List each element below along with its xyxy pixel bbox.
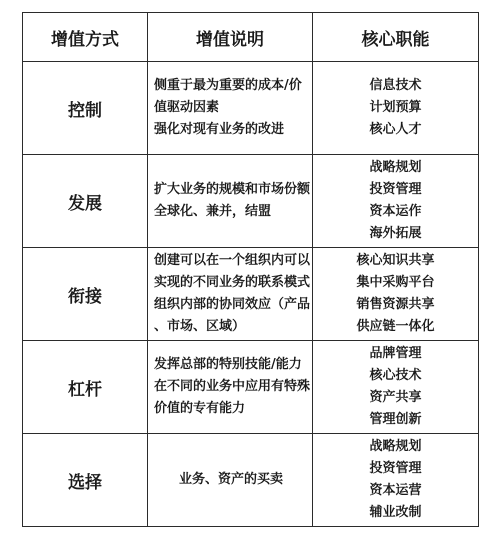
function-item: 核心人才 — [369, 122, 422, 137]
description-line: 扩大业务的规模和市场份额 — [154, 182, 311, 197]
function-item: 海外拓展 — [369, 226, 422, 241]
functions-cell — [313, 155, 479, 248]
method-cell: 衔接 — [23, 248, 148, 341]
header-method: 增值方式 — [23, 13, 148, 62]
function-item: 资本运作 — [369, 204, 422, 219]
function-item: 集中采购平台 — [356, 275, 435, 290]
functions-cell — [313, 341, 479, 434]
function-item: 信息技术 — [369, 78, 422, 93]
method-cell: 发展 — [23, 155, 148, 248]
description-line: 、市场、区域） — [154, 319, 246, 334]
description-line: 在不同的业务中应用有特殊 — [154, 379, 311, 394]
function-item: 管理创新 — [369, 412, 422, 427]
description-line: 价值的专有能力 — [154, 401, 246, 416]
value-creation-table — [22, 12, 479, 527]
function-item: 战略规划 — [369, 439, 422, 454]
method-cell: 杠杆 — [23, 341, 148, 434]
description-line: 实现的不同业务的联系模式 — [154, 275, 311, 290]
description-line: 值驱动因素 — [154, 100, 220, 115]
header-functions: 核心职能 — [313, 13, 479, 62]
table-row — [23, 155, 479, 248]
description-line: 发挥总部的特别技能/能力 — [154, 357, 302, 372]
function-item: 品牌管理 — [369, 346, 422, 361]
description-line: 业务、资产的买卖 — [178, 472, 283, 487]
function-item: 资产共享 — [369, 390, 422, 405]
function-item: 核心技术 — [369, 368, 422, 383]
functions-cell — [313, 62, 479, 155]
method-cell: 选择 — [23, 434, 148, 527]
function-item: 投资管理 — [369, 461, 422, 476]
function-item: 核心知识共享 — [356, 253, 435, 268]
function-item: 辅业改制 — [369, 505, 422, 520]
description-line: 侧重于最为重要的成本/价 — [154, 78, 302, 93]
table-row — [23, 62, 479, 155]
description-line: 强化对现有业务的改进 — [154, 122, 285, 137]
functions-cell — [313, 434, 479, 527]
description-line: 创建可以在一个组织内可以 — [154, 253, 311, 268]
function-item: 战略规划 — [369, 160, 422, 175]
functions-cell — [313, 248, 479, 341]
function-item: 资本运营 — [369, 483, 422, 498]
description-cell — [148, 248, 313, 341]
table-row — [23, 341, 479, 434]
header-description: 增值说明 — [148, 13, 313, 62]
description-cell — [148, 341, 313, 434]
method-cell: 控制 — [23, 62, 148, 155]
table-row — [23, 248, 479, 341]
function-item: 投资管理 — [369, 182, 422, 197]
description-line: 组织内部的协同效应（产品 — [154, 297, 311, 312]
function-item: 供应链一体化 — [356, 319, 435, 334]
description-cell — [148, 434, 313, 527]
table-header-row — [23, 13, 479, 62]
description-cell — [148, 62, 313, 155]
table-row — [23, 434, 479, 527]
description-line: 全球化、兼并，结盟 — [154, 204, 272, 219]
function-item: 销售资源共享 — [356, 297, 435, 312]
function-item: 计划预算 — [369, 100, 422, 115]
description-cell — [148, 155, 313, 248]
